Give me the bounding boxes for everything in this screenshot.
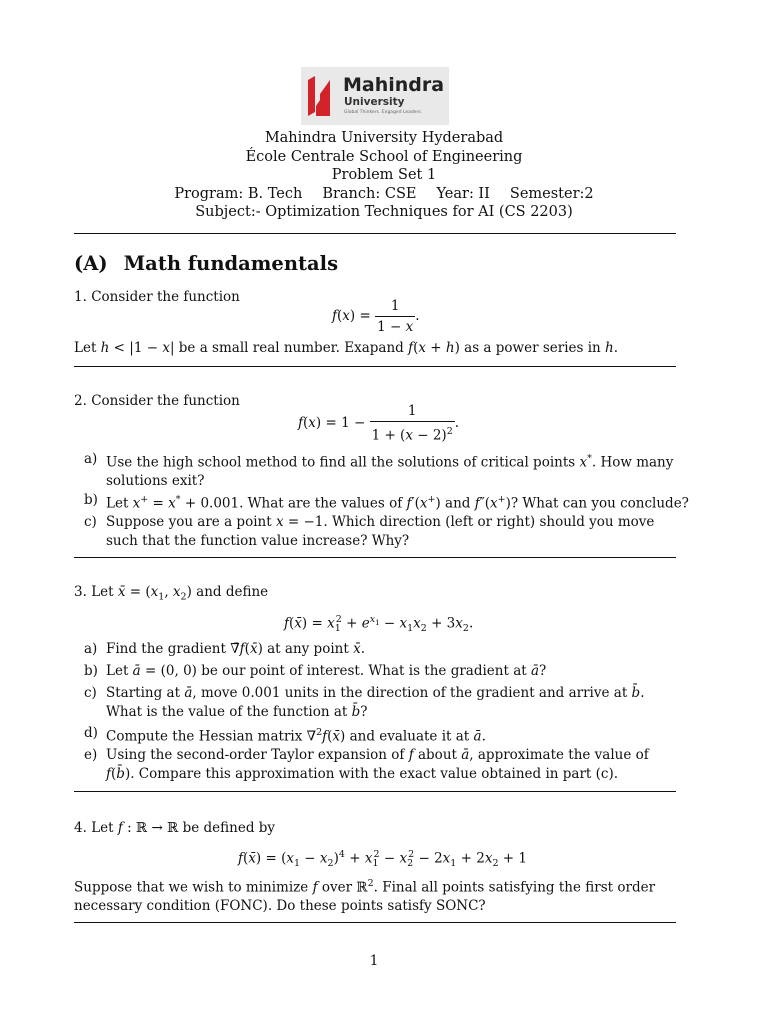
q4-text-c: . Final all points satisfying the first order necessary condition (FONC). Do these points satisfy SONC? (74, 879, 656, 914)
item-text: Let x+ = x* + 0.001. What are the values of f′(x+) and f″(x+)? What can you conclude? (106, 494, 689, 512)
q3-intro-b: and define (191, 584, 269, 600)
school-name: École Centrale School of Engineering (245, 148, 523, 165)
university-name: Mahindra University Hyderabad (264, 130, 504, 146)
q3-intro-a: Let (91, 584, 118, 600)
q3a-text-b: at any point (262, 641, 354, 657)
divider (74, 791, 676, 792)
q3d-text-b: and evaluate it at (345, 728, 474, 745)
question-intro: Consider the function (91, 289, 240, 305)
question-3: 3. Let x̄ = ($x_1$, $x_2$) and define (74, 584, 269, 603)
logo-tagline: Global Thinkers. Engaged Leaders. (344, 110, 423, 115)
section-heading (74, 252, 338, 275)
item-text: Starting at ā, move 0.001 units in the direction of the gradient and arrive at b̄. What is the value of the function at b̄? (106, 685, 645, 720)
q3d-text-a: Compute the Hessian matrix (106, 728, 307, 745)
year: Year: II (436, 185, 490, 202)
q4-text-b: over (317, 879, 357, 896)
divider (74, 922, 676, 923)
q3b-text-a: Let (106, 663, 133, 679)
branch: Branch: CSE (322, 185, 417, 202)
q3c-text-b: , move 0.001 units in the direction of the gradient and arrive at (192, 685, 632, 701)
q2b-text-a: Let (106, 495, 133, 512)
question-number: 2. (74, 393, 87, 409)
question-intro: Consider the function (91, 393, 240, 409)
q4-intro-a: Let (91, 820, 118, 836)
section-title: Math fundamentals (123, 252, 339, 275)
q2a-text-a: Use the high school method to find all the solutions of critical points (106, 454, 580, 471)
question-number: 3. (74, 584, 87, 600)
q3a-text-a: Find the gradient (106, 641, 231, 657)
item-label: c) (84, 514, 97, 530)
q2c-text-b: . Which direction (left or right) should you move such that the function value increase? Why? (106, 514, 655, 549)
q3c-text-a: Starting at (106, 685, 185, 701)
q2b-text-b: . What are the values of (239, 495, 407, 512)
equation-q4: f(x̄) = $(x_1 - x_2)^4 + x_1^2 - x_2^2 - 2x_1 + 2x_2 + 1$ (238, 849, 527, 870)
item-text: Suppose you are a point x = −1. Which direction (left or right) should you move such that the function value increase? Why? (106, 514, 655, 549)
question-number: 1. (74, 289, 87, 305)
equation-q3: f(x̄) = $x_1^2 + e^{x_1} - x_1x_2 + 3x_2$. (284, 614, 474, 635)
q1-text-a: Let (74, 340, 101, 356)
q3c-text-c: . What is the value of the function at (106, 685, 645, 720)
program-info-line (0, 185, 768, 204)
q3e-text-a: Using the second-order Taylor expansion of (106, 747, 409, 763)
q4-intro-b: be defined by (178, 820, 276, 836)
university-logo (301, 67, 449, 125)
divider (74, 233, 676, 234)
question-number: 4. (74, 820, 87, 836)
item-label: b) (84, 663, 98, 679)
item-text: Using the second-order Taylor expansion of f about ā, approximate the value of f(b̄). Compare this approximation with the exact value obtained in part (c). (106, 747, 649, 782)
semester: Semester:2 (509, 185, 594, 202)
item-label: a) (84, 641, 98, 657)
item-label: a) (84, 451, 98, 467)
item-text: Use the high school method to find all the solutions of critical points x*. How many solutions exit? (106, 453, 674, 489)
equation-q1: f(x) = $\frac{1}{1 - x}$ . (332, 298, 420, 335)
question-4: 4. Let f : ℝ → ℝ be defined by (74, 820, 276, 836)
q2c-text-a: Suppose you are a point (106, 514, 276, 530)
item-text: Compute the Hessian matrix ∇$^2$f(x̄) and evaluate it at ā. (106, 727, 486, 745)
logo-subtitle: University (344, 96, 405, 108)
item-text: Let ā = (0, 0) be our point of interest. What is the gradient at ā? (106, 663, 547, 679)
item-label: d) (84, 725, 98, 741)
question-4-text: Suppose that we wish to minimize f over ℝ$^2$. Final all points satisfying the first order necessary condition (FONC). Do these points satisfy SONC? (74, 878, 656, 914)
subject-line: Subject:- Optimization Techniques for AI (CS 2203) (195, 204, 573, 220)
logo-brand: Mahindra (343, 74, 445, 96)
q3e-text-c: , approximate the value of (469, 747, 649, 763)
document-header (0, 129, 768, 222)
q1-text-c: as a power series in (459, 340, 606, 356)
section-label: (A) (74, 252, 108, 275)
q3e-text-b: about (413, 747, 462, 763)
problem-set-title: Problem Set 1 (331, 167, 437, 183)
page-number: 1 (369, 953, 379, 969)
q3e-text-d: . Compare this approximation with the exact value obtained in part (c). (130, 765, 618, 782)
item-text: Find the gradient ∇̄f(x̄) at any point x̄. (106, 641, 365, 657)
item-label: b) (84, 492, 98, 508)
equation-q2: f(x) = 1 − $\frac{1}{1 + (x - 2)^2}$ . (298, 403, 460, 444)
divider (74, 557, 676, 558)
q2a-text-b: . How many solutions exit? (106, 454, 674, 489)
q3b-text-b: be our point of interest. What is the gradient at (196, 663, 531, 679)
question-1-text: Let h < |1 − x| be a small real number. Exapand f(x + h) as a power series in h. (74, 340, 619, 356)
q2b-text-c: and (440, 495, 475, 512)
item-label: e) (84, 747, 98, 763)
item-label: c) (84, 685, 97, 701)
q4-text-a: Suppose that we wish to minimize (74, 879, 313, 896)
q1-text-b: be a small real number. Exapand (174, 340, 409, 356)
program: Program: B. Tech (174, 185, 303, 202)
mahindra-mark-icon (306, 76, 336, 116)
divider (74, 366, 676, 367)
q2b-text-d: ? What can you conclude? (510, 495, 689, 512)
